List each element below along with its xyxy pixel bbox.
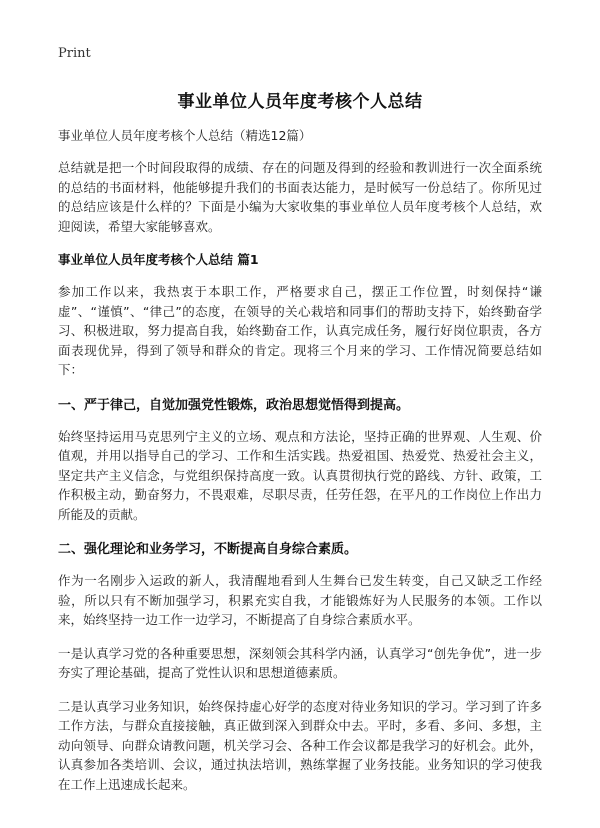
paragraph-3: 作为一名刚步入运政的新人，我清醒地看到人生舞台已发生转变，自己又缺乏工作经验，所以只有不断加强学习，积累充实自我，才能锻炼好为人民服务的本领。工作以来，始终坚持一边工作一边学习，不断提高了自身综合素质水平。 xyxy=(58,573,542,627)
intro-paragraph: 总结就是把一个时间段取得的成绩、存在的问题及得到的经验和教训进行一次全面系统的总结的书面材料，他能够提升我们的书面表达能力，是时候写一份总结了。你所见过的总结应该是什么样的？下面是小编为大家收集的事业单位人员年度考核个人总结，欢迎阅读，希望大家能够喜欢。 xyxy=(58,160,542,234)
paragraph-2: 始终坚持运用马克思列宁主义的立场、观点和方法论，坚持正确的世界观、人生观、价值观，并用以指导自己的学习、工作和生活实践。热爱祖国、热爱党、热爱社会主义，坚定共产主义信念，与党组织保持高度一致。认真贯彻执行党的路线、方针、政策，工作积极主动，勤奋努力，不畏艰难，尽职尽责，任劳任怨，在平凡的工作岗位上作出力所能及的贡献。 xyxy=(58,428,542,522)
page-title: 事业单位人员年度考核个人总结 xyxy=(177,92,423,112)
document-subtitle: 事业单位人员年度考核个人总结（精选12篇） xyxy=(58,128,312,143)
paragraph-4: 一是认真学习党的各种重要思想，深刻领会其科学内涵，认真学习“创先争优”，进一步夯实了理论基础，提高了党性认识和思想道德素质。 xyxy=(58,645,542,680)
section-heading-2: 二、强化理论和业务学习，不断提高自身综合素质。 xyxy=(58,542,358,557)
article-heading: 事业单位人员年度考核个人总结 篇1 xyxy=(58,252,259,267)
section-heading-1: 一、严于律己，自觉加强党性锻炼，政治思想觉悟得到提高。 xyxy=(58,397,410,413)
print-link[interactable]: Print xyxy=(58,46,91,61)
paragraph-5: 二是认真学习业务知识，始终保持虚心好学的态度对待业务知识的学习。学习到了许多工作方法，与群众直接接触，真正做到深入到群众中去。平时，多看、多问、多想，主动向领导、向群众请教问题，机关学习会、各种工作会议都是我学习的好机会。此外，认真参加各类培训、会议，通过执法培训，熟练掌握了业务技能。业务知识的学习使我在工作上迅速成长起来。 xyxy=(58,698,542,792)
paragraph-1: 参加工作以来，我热衷于本职工作，严格要求自己，摆正工作位置，时刻保持“谦虚”、“谨慎”、“律己”的态度，在领导的关心栽培和同事们的帮助支持下，始终勤奋学习、积极进取，努力提高自我，始终勤奋工作，认真完成任务，履行好岗位职责，各方面表现优异，得到了领导和群众的肯定。现将三个月来的学习、工作情况简要总结如下： xyxy=(58,284,542,377)
